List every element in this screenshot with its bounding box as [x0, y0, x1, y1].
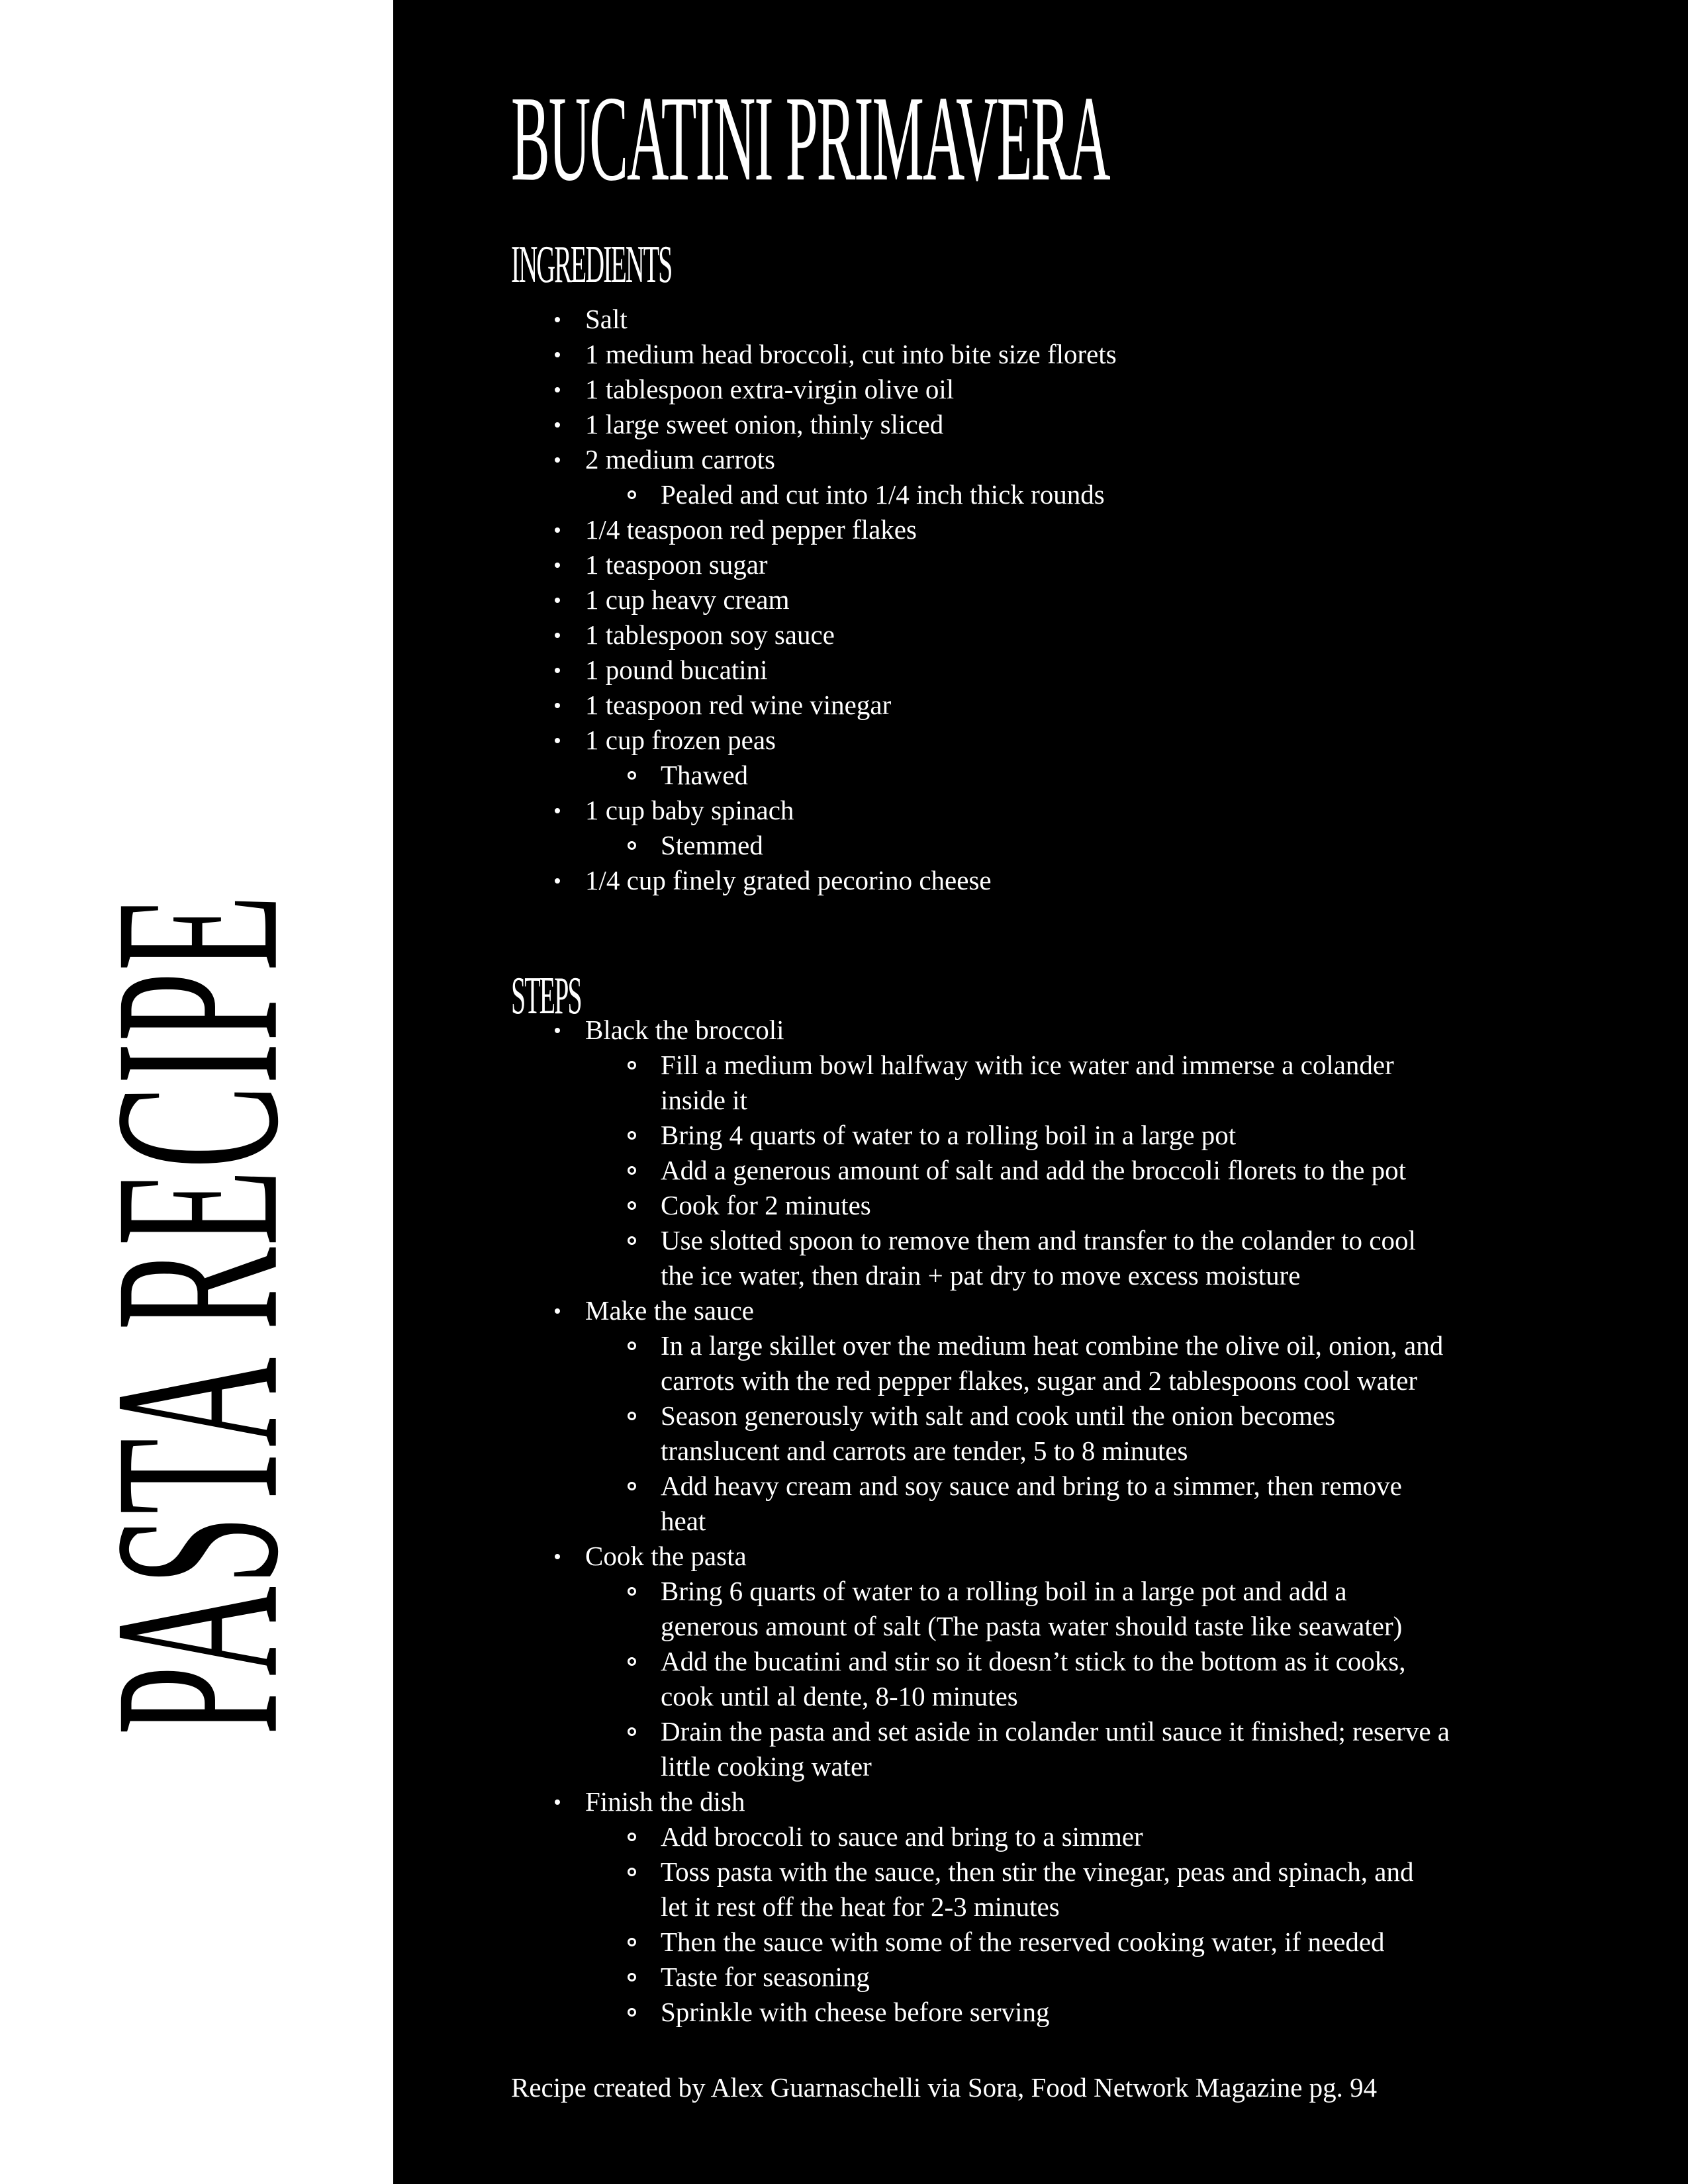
steps-item [511, 1398, 1636, 1433]
ingredients-item [511, 477, 1636, 512]
ingredients-item-text: 1/4 teaspoon red pepper flakes [585, 514, 917, 545]
steps-item-continuation [511, 1504, 1636, 1539]
bullet-icon [555, 422, 560, 428]
hollow-bullet-icon [628, 771, 636, 780]
steps-item-text: Bring 6 quarts of water to a rolling boil in a large pot and add a [661, 1576, 1347, 1606]
steps-item-text: cook until al dente, 8-10 minutes [661, 1681, 1018, 1711]
bullet-icon [555, 668, 560, 673]
bullet-icon [555, 1028, 560, 1033]
steps-item [511, 1328, 1636, 1363]
hollow-bullet-icon [628, 1657, 636, 1666]
ingredients-item-text: 1 pound bucatini [585, 655, 768, 685]
hollow-bullet-icon [628, 1833, 636, 1841]
steps-item-text: Then the sauce with some of the reserved cooking water, if needed [661, 1927, 1385, 1957]
ingredients-item [511, 442, 1636, 477]
steps-item-text: Make the sauce [585, 1295, 754, 1326]
ingredients-item-text: Salt [585, 304, 628, 334]
steps-item-text: carrots with the red pepper flakes, sugar and 2 tablespoons cool water [661, 1365, 1418, 1396]
steps-item [511, 1644, 1636, 1679]
ingredients-heading: INGREDIENTS [511, 234, 672, 294]
bullet-icon [555, 527, 560, 533]
hollow-bullet-icon [628, 1166, 636, 1175]
ingredients-item-text: 1 tablespoon soy sauce [585, 619, 835, 650]
steps-item-text: Add the bucatini and stir so it doesn’t stick to the bottom as it cooks, [661, 1646, 1406, 1676]
ingredients-item [511, 688, 1636, 723]
ingredients-item-text: 1 tablespoon extra-virgin olive oil [585, 374, 955, 404]
steps-item-continuation [511, 1258, 1636, 1293]
steps-item-text: Black the broccoli [585, 1015, 784, 1045]
steps-item-text: heat [661, 1506, 706, 1536]
steps-item [511, 1925, 1636, 1960]
steps-item-text: little cooking water [661, 1751, 872, 1782]
bullet-icon [555, 633, 560, 638]
steps-item-text: Taste for seasoning [661, 1962, 870, 1992]
hollow-bullet-icon [628, 1061, 636, 1069]
steps-item-continuation [511, 1889, 1636, 1925]
hollow-bullet-icon [628, 1587, 636, 1596]
steps-item-text: generous amount of salt (The pasta water should taste like seawater) [661, 1611, 1403, 1641]
steps-item-text: Add heavy cream and soy sauce and bring to a simmer, then remove [661, 1471, 1402, 1501]
steps-item-text: Sprinkle with cheese before serving [661, 1997, 1050, 2027]
bullet-icon [555, 1799, 560, 1805]
steps-item-text: In a large skillet over the medium heat combine the olive oil, onion, and [661, 1330, 1444, 1361]
hollow-bullet-icon [628, 1938, 636, 1946]
ingredients-item [511, 407, 1636, 442]
steps-item [511, 1118, 1636, 1153]
hollow-bullet-icon [628, 1201, 636, 1210]
ingredients-item [511, 547, 1636, 582]
side-title-pasta-recipe: PASTA RECIPE [64, 893, 328, 1735]
hollow-bullet-icon [628, 1973, 636, 1981]
steps-item [511, 1714, 1636, 1749]
ingredients-list [511, 302, 1636, 898]
ingredients-item [511, 863, 1636, 898]
ingredients-item-text: 1/4 cup finely grated pecorino cheese [585, 865, 992, 895]
bullet-icon [555, 387, 560, 392]
recipe-credit: Recipe created by Alex Guarnaschelli via Sora, Food Network Magazine pg. 94 [511, 2072, 1378, 2103]
bullet-icon [555, 878, 560, 884]
hollow-bullet-icon [628, 490, 636, 499]
ingredients-item-text: 1 large sweet onion, thinly sliced [585, 409, 944, 439]
ingredients-item-text: 1 cup baby spinach [585, 795, 794, 825]
steps-item-text: Add broccoli to sauce and bring to a simmer [661, 1821, 1143, 1852]
bullet-icon [555, 457, 560, 463]
bullet-icon [555, 1554, 560, 1559]
ingredients-item-text: 2 medium carrots [585, 444, 775, 475]
recipe-panel [393, 0, 1688, 2184]
steps-item [511, 1784, 1636, 1819]
steps-item-continuation [511, 1363, 1636, 1398]
steps-item-continuation [511, 1083, 1636, 1118]
steps-item-text: Finish the dish [585, 1786, 745, 1817]
ingredients-item-text: 1 medium head broccoli, cut into bite size florets [585, 339, 1117, 369]
ingredients-item-text: Thawed [661, 760, 749, 790]
steps-item [511, 1995, 1636, 2030]
hollow-bullet-icon [628, 841, 636, 850]
ingredients-item [511, 617, 1636, 653]
bullet-icon [555, 738, 560, 743]
steps-item [511, 1469, 1636, 1504]
ingredients-item [511, 758, 1636, 793]
bullet-icon [555, 352, 560, 357]
steps-item [511, 1223, 1636, 1258]
steps-item-text: let it rest off the heat for 2-3 minutes [661, 1891, 1060, 1922]
ingredients-item-text: 1 teaspoon sugar [585, 549, 768, 580]
bullet-icon [555, 1308, 560, 1314]
hollow-bullet-icon [628, 1236, 636, 1245]
steps-item-text: Add a generous amount of salt and add the broccoli florets to the pot [661, 1155, 1407, 1185]
steps-item [511, 1960, 1636, 1995]
bullet-icon [555, 703, 560, 708]
hollow-bullet-icon [628, 1482, 636, 1490]
bullet-icon [555, 598, 560, 603]
steps-item [511, 1574, 1636, 1609]
left-white-column [0, 0, 393, 2184]
steps-item-continuation [511, 1749, 1636, 1784]
steps-item [511, 1188, 1636, 1223]
steps-item-text: Cook the pasta [585, 1541, 747, 1571]
hollow-bullet-icon [628, 2008, 636, 2017]
ingredients-item-text: 1 cup heavy cream [585, 584, 790, 615]
ingredients-item [511, 337, 1636, 372]
steps-item-text: Cook for 2 minutes [661, 1190, 871, 1220]
steps-item-text: Season generously with salt and cook until the onion becomes [661, 1400, 1336, 1431]
ingredients-item [511, 372, 1636, 407]
steps-item [511, 1819, 1636, 1854]
steps-item-continuation [511, 1679, 1636, 1714]
recipe-title: BUCATINI PRIMAVERA [511, 72, 1109, 208]
ingredients-heading-wrap [511, 234, 672, 294]
hollow-bullet-icon [628, 1868, 636, 1876]
hollow-bullet-icon [628, 1131, 636, 1140]
bullet-icon [555, 808, 560, 813]
steps-item-text: Use slotted spoon to remove them and transfer to the colander to cool [661, 1225, 1416, 1255]
steps-item-text: Fill a medium bowl halfway with ice water and immerse a colander [661, 1050, 1394, 1080]
ingredients-item [511, 582, 1636, 617]
steps-item-text: inside it [661, 1085, 747, 1115]
title-wrap [511, 72, 1109, 208]
ingredients-item [511, 828, 1636, 863]
ingredients-item [511, 723, 1636, 758]
ingredients-item [511, 653, 1636, 688]
hollow-bullet-icon [628, 1727, 636, 1736]
steps-item-text: the ice water, then drain + pat dry to move excess moisture [661, 1260, 1301, 1291]
hollow-bullet-icon [628, 1342, 636, 1350]
bullet-icon [555, 563, 560, 568]
steps-item-continuation [511, 1433, 1636, 1469]
ingredients-item-text: Pealed and cut into 1/4 inch thick rounds [661, 479, 1105, 510]
steps-item [511, 1539, 1636, 1574]
ingredients-item-text: 1 teaspoon red wine vinegar [585, 690, 892, 720]
steps-item [511, 1293, 1636, 1328]
steps-heading: STEPS [511, 966, 581, 1025]
steps-list [511, 1013, 1636, 2030]
steps-item [511, 1013, 1636, 1048]
steps-item [511, 1048, 1636, 1083]
hollow-bullet-icon [628, 1412, 636, 1420]
ingredients-item [511, 793, 1636, 828]
ingredients-item-text: 1 cup frozen peas [585, 725, 776, 755]
steps-item-text: translucent and carrots are tender, 5 to 8 minutes [661, 1435, 1188, 1466]
steps-item-continuation [511, 1609, 1636, 1644]
ingredients-item-text: Stemmed [661, 830, 763, 860]
steps-item [511, 1153, 1636, 1188]
ingredients-item [511, 302, 1636, 337]
steps-item [511, 1854, 1636, 1889]
steps-item-text: Bring 4 quarts of water to a rolling boil in a large pot [661, 1120, 1237, 1150]
bullet-icon [555, 317, 560, 322]
steps-item-text: Drain the pasta and set aside in colander until sauce it finished; reserve a [661, 1716, 1450, 1747]
ingredients-item [511, 512, 1636, 547]
steps-item-text: Toss pasta with the sauce, then stir the vinegar, peas and spinach, and [661, 1856, 1414, 1887]
